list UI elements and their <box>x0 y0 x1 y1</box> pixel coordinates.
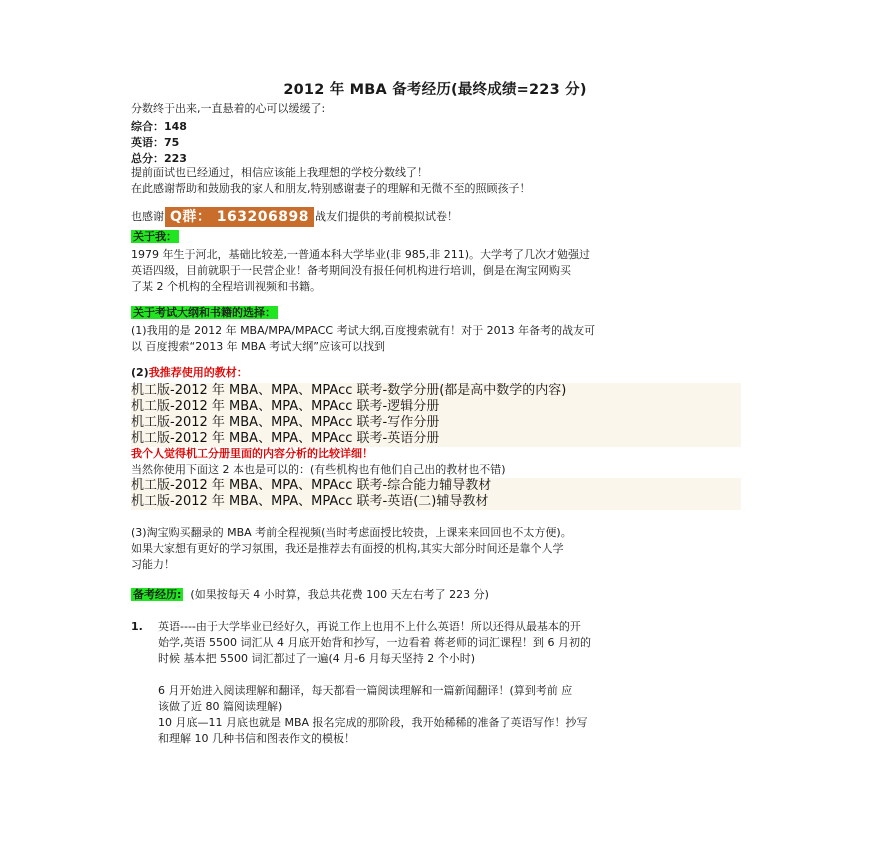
thanks-prefix: 也感谢 <box>131 210 164 223</box>
book-item: 机工版-2012 年 MBA、MPA、MPAcc 联考-英语(二)辅导教材 <box>131 494 741 510</box>
about-paragraph: 英语四级，目前就职于一民营企业！备考期间没有报任何机构进行培训，倒是在淘宝网购买 <box>131 264 571 277</box>
intro-line: 在此感谢帮助和鼓励我的家人和朋友,特别感谢妻子的理解和无微不至的照顾孩子！ <box>131 182 531 195</box>
intro-line: 分数终于出来,一直悬着的心可以缓缓了: <box>131 102 326 115</box>
writing-paragraph: 10 月底—11 月底也就是 MBA 报名完成的那阶段，我开始稀稀的准备了英语写作！抄写 <box>158 716 588 729</box>
english-paragraph: 时候 基本把 5500 词汇都过了一遍(4 月-6 月每天坚持 2 个小时) <box>158 652 476 665</box>
also-line: 当然你使用下面这 2 本也是可以的：(有些机构也有他们自己出的教材也不错) <box>131 463 506 476</box>
book-item: 机工版-2012 年 MBA、MPA、MPAcc 联考-逻辑分册 <box>131 399 741 415</box>
intro-line: 提前面试也已经通过，相信应该能上我理想的学校分数线了！ <box>131 166 428 179</box>
books-paragraph: (1)我用的是 2012 年 MBA/MPA/MPACC 考试大纲,百度搜索就有！对于 2013 年备考的战友可 <box>131 324 596 337</box>
recommended-title: 我推荐使用的教材： <box>148 366 248 379</box>
red-note: 我个人觉得机工分册里面的内容分析的比较详细！ <box>131 447 373 460</box>
score-total: 总分：223 <box>131 152 187 165</box>
experience-summary: (如果按每天 4 小时算，我总共花费 100 天左右考了 223 分) <box>190 588 489 601</box>
book-item: 机工版-2012 年 MBA、MPA、MPAcc 联考-综合能力辅导教材 <box>131 478 741 494</box>
english-paragraph: 始学,英语 5500 词汇从 4 月底开始背和抄写，一边看着 蒋老师的词汇课程！到 6 月初的 <box>158 636 591 649</box>
page-title: 2012 年 MBA 备考经历(最终成绩=223 分) <box>283 82 587 98</box>
book-item: 机工版-2012 年 MBA、MPA、MPAcc 联考-英语分册 <box>131 431 741 447</box>
recommended-prefix: (2) <box>131 366 149 379</box>
recommended-heading <box>131 366 248 380</box>
reading-paragraph: 该做了近 80 篇阅读理解) <box>158 700 283 713</box>
thanks-suffix: 战友们提供的考前模拟试卷！ <box>314 210 458 223</box>
experience-heading-line <box>131 588 489 602</box>
experience-heading: 备考经历: <box>133 588 182 601</box>
about-heading <box>131 230 179 244</box>
qq-group-banner: Q群： 163206898 <box>165 207 314 227</box>
books-heading <box>131 306 278 320</box>
score-composite: 综合：148 <box>131 120 187 133</box>
book-item: 机工版-2012 年 MBA、MPA、MPAcc 联考-写作分册 <box>131 415 741 431</box>
about-paragraph: 了某 2 个机构的全程培训视频和书籍。 <box>131 280 321 293</box>
english-paragraph: 英语----由于大学毕业已经好久，再说工作上也用不上什么英语！所以还得从最基本的开 <box>158 620 581 633</box>
video-paragraph: 如果大家想有更好的学习氛围，我还是推荐去有面授的机构,其实大部分时间还是靠个人学 <box>131 542 564 555</box>
item-number: 1. <box>131 620 143 633</box>
book-item: 机工版-2012 年 MBA、MPA、MPAcc 联考-数学分册(都是高中数学的内容) <box>131 383 741 399</box>
writing-paragraph: 和理解 10 几种书信和图表作文的模板！ <box>158 732 355 745</box>
video-paragraph: 习能力！ <box>131 558 175 571</box>
about-heading-text: 关于我： <box>133 230 177 243</box>
video-paragraph: (3)淘宝购买翻录的 MBA 考前全程视频(当时考虑面授比较贵，上课来来回回也不太方便)。 <box>131 526 572 539</box>
reading-paragraph: 6 月开始进入阅读理解和翻译，每天都看一篇阅读理解和一篇新闻翻译！(算到考前 应 <box>158 684 573 697</box>
about-paragraph: 1979 年生于河北，基础比较差,一普通本科大学毕业(非 985,非 211)。大学考了几次才勉强过 <box>131 248 591 261</box>
thanks-line <box>131 206 458 228</box>
books-paragraph: 以 百度搜索“2013 年 MBA 考试大纲”应该可以找到 <box>131 340 385 353</box>
books-heading-text: 关于考试大纲和书籍的选择： <box>133 306 276 319</box>
score-english: 英语：75 <box>131 136 180 149</box>
